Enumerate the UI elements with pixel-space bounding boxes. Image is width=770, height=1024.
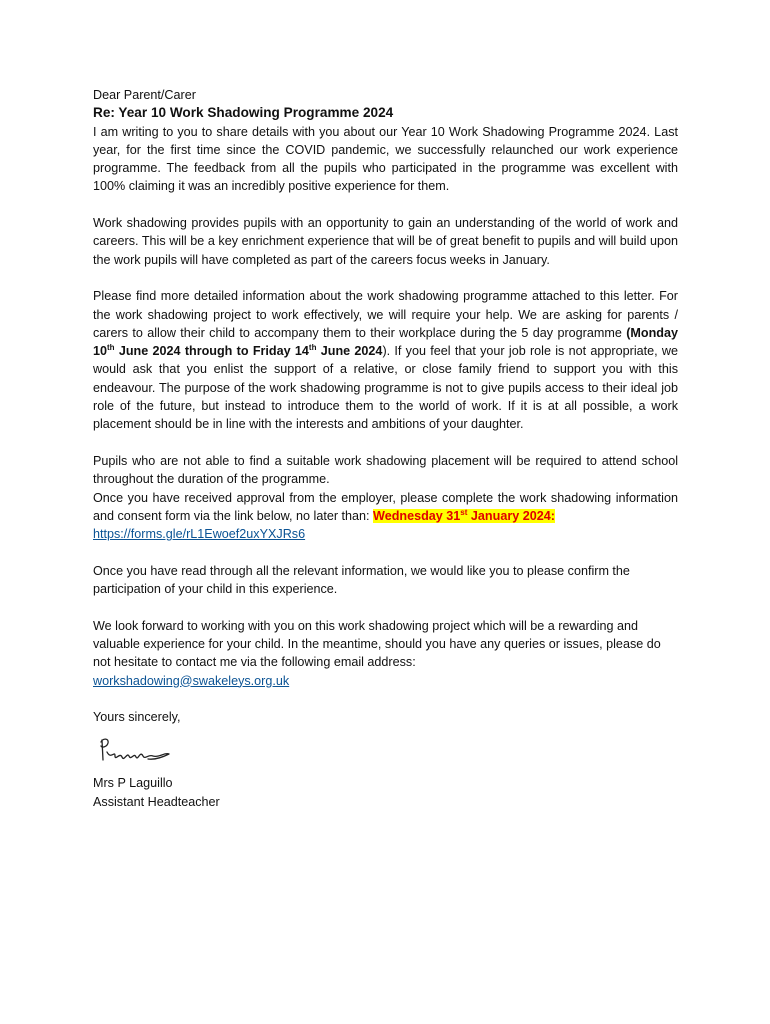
deadline-day: Wednesday 31 — [373, 508, 461, 523]
dates-start-text: (Monday 10 — [93, 325, 678, 359]
programme-details-text: Please find more detailed information about the work shadowing programme attached to this letter. For the work shadowing project to work effectively, we will require your help. We are asking for parents / carers to allow their child to accompany them to their workplace during the 5 day programme — [93, 289, 678, 340]
letter-body — [93, 86, 678, 811]
signatory-name: Mrs P Laguillo — [93, 776, 173, 791]
paragraph-closing-note: We look forward to working with you on this work shadowing project which will be a rewarding and valuable experience for your child. In the meantime, should you have any queries or issues, please do not hesitate to contact me via the following email address: — [93, 618, 661, 670]
dates-start-suffix: th — [107, 342, 115, 352]
dates-end-year: June 2024 — [316, 344, 383, 359]
dates-end-text: June 2024 through to Friday 14 — [114, 344, 309, 359]
programme-details-continued: ). If you feel that your job role is not appropriate, we would ask that you enlist the support of a relative, or close family friend to support you with this endeavour. The purpose of the work shadowing programme is not to give pupils access to their ideal job role of the future, but instead to introduce them to the world of work. If it is at all possible, a work placement should be in line with the interests and ambitions of your daughter. — [93, 344, 678, 432]
paragraph-intro: I am writing to you to share details with you about our Year 10 Work Shadowing Programme 2024. Last year, for the first time since the COVID pandemic, we successfully relaunched our work experience programme. The feedback from all the pupils who participated in the programme was excellent with 100% claiming it was an incredibly positive experience for them. — [93, 124, 678, 194]
contact-email-link[interactable]: workshadowing@swakeleys.org.uk — [93, 673, 290, 688]
salutation: Dear Parent/Carer — [93, 88, 196, 102]
deadline-month-year: January 2024: — [467, 508, 555, 523]
paragraph-no-placement: Pupils who are not able to find a suitable work shadowing placement will be required to attend school throughout the duration of the programme. — [93, 453, 678, 487]
closing: Yours sincerely, — [93, 710, 181, 725]
consent-form-link[interactable]: https://forms.gle/rL1Ewoef2uxYXJRs6 — [93, 527, 306, 542]
paragraph-work-shadowing: Work shadowing provides pupils with an opportunity to gain an understanding of the world of work and careers. This will be a key enrichment experience that will be of great benefit to pupils and will build upon the work pupils will have completed as part of the careers focus weeks in January. — [93, 216, 678, 267]
deadline-highlight — [373, 509, 555, 523]
letter-subject: Re: Year 10 Work Shadowing Programme 2024 — [93, 105, 394, 121]
signatory-title: Assistant Headteacher — [93, 794, 220, 809]
paragraph-programme-details — [93, 287, 678, 433]
consent-form-text: Once you have received approval from the employer, please complete the work shadowing information and consent form via the link below, no later than: — [93, 490, 678, 523]
signature-image — [93, 730, 678, 774]
dates-end-suffix: th — [308, 342, 317, 352]
deadline-suffix: st — [460, 507, 468, 517]
paragraph-consent-form — [93, 489, 678, 544]
paragraph-confirm: Once you have read through all the relevant information, we would like you to please confirm the participation of your child in this experience. — [93, 563, 630, 597]
